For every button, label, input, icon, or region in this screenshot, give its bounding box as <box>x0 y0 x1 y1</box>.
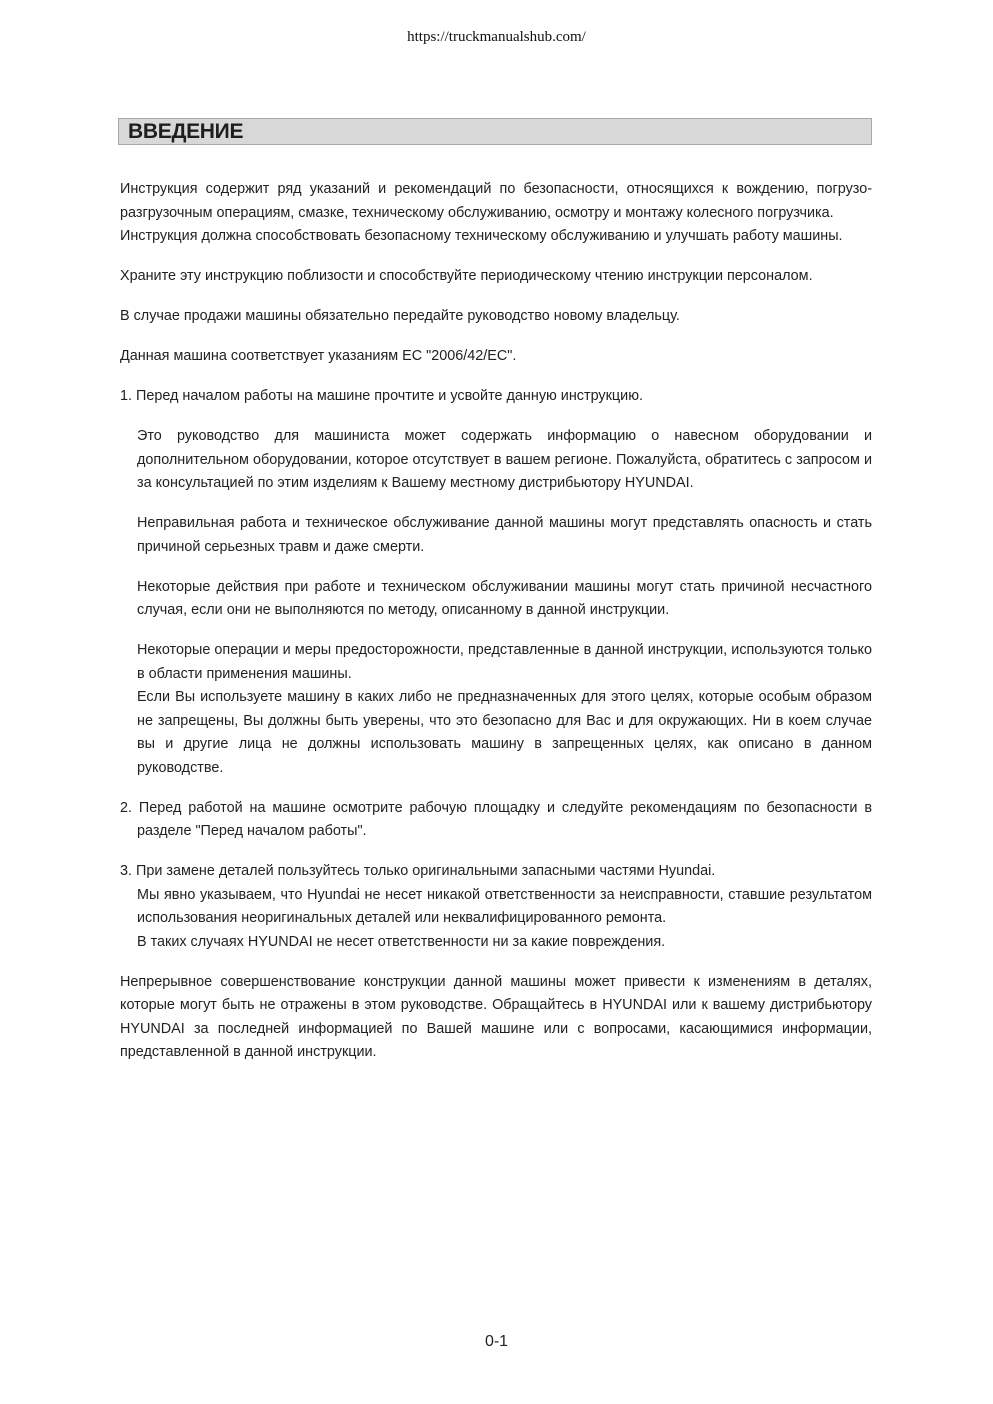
list-item-1-paragraph-5: Если Вы используете машину в каких либо не предназначенных для этого целях, которые особым образом не запрещены, Вы должны быть уверены, что это безопасно для Вас и для окружающих. Ни в коем случае вы и другие лица не должны использовать машину в запрещенных целях, как описано в данном руководстве. <box>137 689 872 776</box>
page-number: 0-1 <box>484 1333 509 1350</box>
document-body <box>120 178 872 1065</box>
list-item-1-paragraph-3: Некоторые действия при работе и техническом обслуживании машины могут стать причиной несчастного случая, если они не выполняются по методу, описанному в данной инструкции. <box>137 578 872 618</box>
list-item-1-paragraph-2: Неправильная работа и техническое обслуживание данной машины могут представлять опасность и стать причиной серьезных травм и даже смерти. <box>137 515 872 555</box>
list-item-2-heading: 2. Перед работой на машине осмотрите рабочую площадку и следуйте рекомендациям по безопасности в разделе "Перед началом работы". <box>120 799 872 839</box>
section-title-bar <box>118 118 872 145</box>
intro-paragraph-3: Храните эту инструкцию поблизости и способствуйте периодическому чтению инструкции персоналом. <box>120 268 813 284</box>
intro-paragraph-5: Данная машина соответствует указаниям ЕС "2006/42/EC". <box>120 348 517 364</box>
intro-paragraph-2: Инструкция должна способствовать безопасному техническому обслуживанию и улучшать работу машины. <box>120 228 843 244</box>
list-item-3 <box>120 860 872 954</box>
source-url: https://truckmanualshub.com/ <box>407 29 586 45</box>
list-item-1-heading: 1. Перед началом работы на машине прочтите и усвойте данную инструкцию. <box>120 388 643 404</box>
intro-paragraph-4: В случае продажи машины обязательно передайте руководство новому владельцу. <box>120 308 680 324</box>
closing-paragraph: Непрерывное совершенствование конструкции данной машины может привести к изменениям в деталях, которые могут быть не отражены в этом руководстве. Обращайтесь в HYUNDAI или к вашему дистрибьютору HYUNDAI за последней информацией по Вашей машине или с вопросами, касающимися информации, представленной в данной инструкции. <box>120 973 872 1060</box>
list-item-2 <box>120 797 872 844</box>
list-item-3-paragraph-2: В таких случаях HYUNDAI не несет ответственности ни за какие повреждения. <box>137 933 666 950</box>
list-item-1-paragraph-1: Это руководство для машиниста может содержать информацию о навесном оборудовании и дополнительном оборудовании, которое отсутствует в вашем регионе. Пожалуйста, обратитесь с запросом и за консультацией по этим изделиям к Вашему местному дистрибьютору HYUNDAI. <box>137 428 872 491</box>
section-title: ВВЕДЕНИЕ <box>128 120 244 143</box>
list-item-3-paragraph-1: Мы явно указываем, что Hyundai не несет никакой ответственности за неисправности, ставшие результатом использования неоригинальных деталей или неквалифицированного ремонта. <box>137 886 872 926</box>
list-item-3-heading: 3. При замене деталей пользуйтесь только оригинальными запасными частями Hyundai. <box>120 863 716 879</box>
list-item-1-paragraph-4: Некоторые операции и меры предосторожности, представленные в данной инструкции, используются только в области применения машины. <box>137 642 872 682</box>
list-item-1 <box>120 385 872 780</box>
intro-paragraph-1: Инструкция содержит ряд указаний и рекомендаций по безопасности, относящихся к вождению, погрузо-разгрузочным операциям, смазке, техническому обслуживанию, осмотру и монтажу колесного погрузчика. <box>120 181 872 221</box>
